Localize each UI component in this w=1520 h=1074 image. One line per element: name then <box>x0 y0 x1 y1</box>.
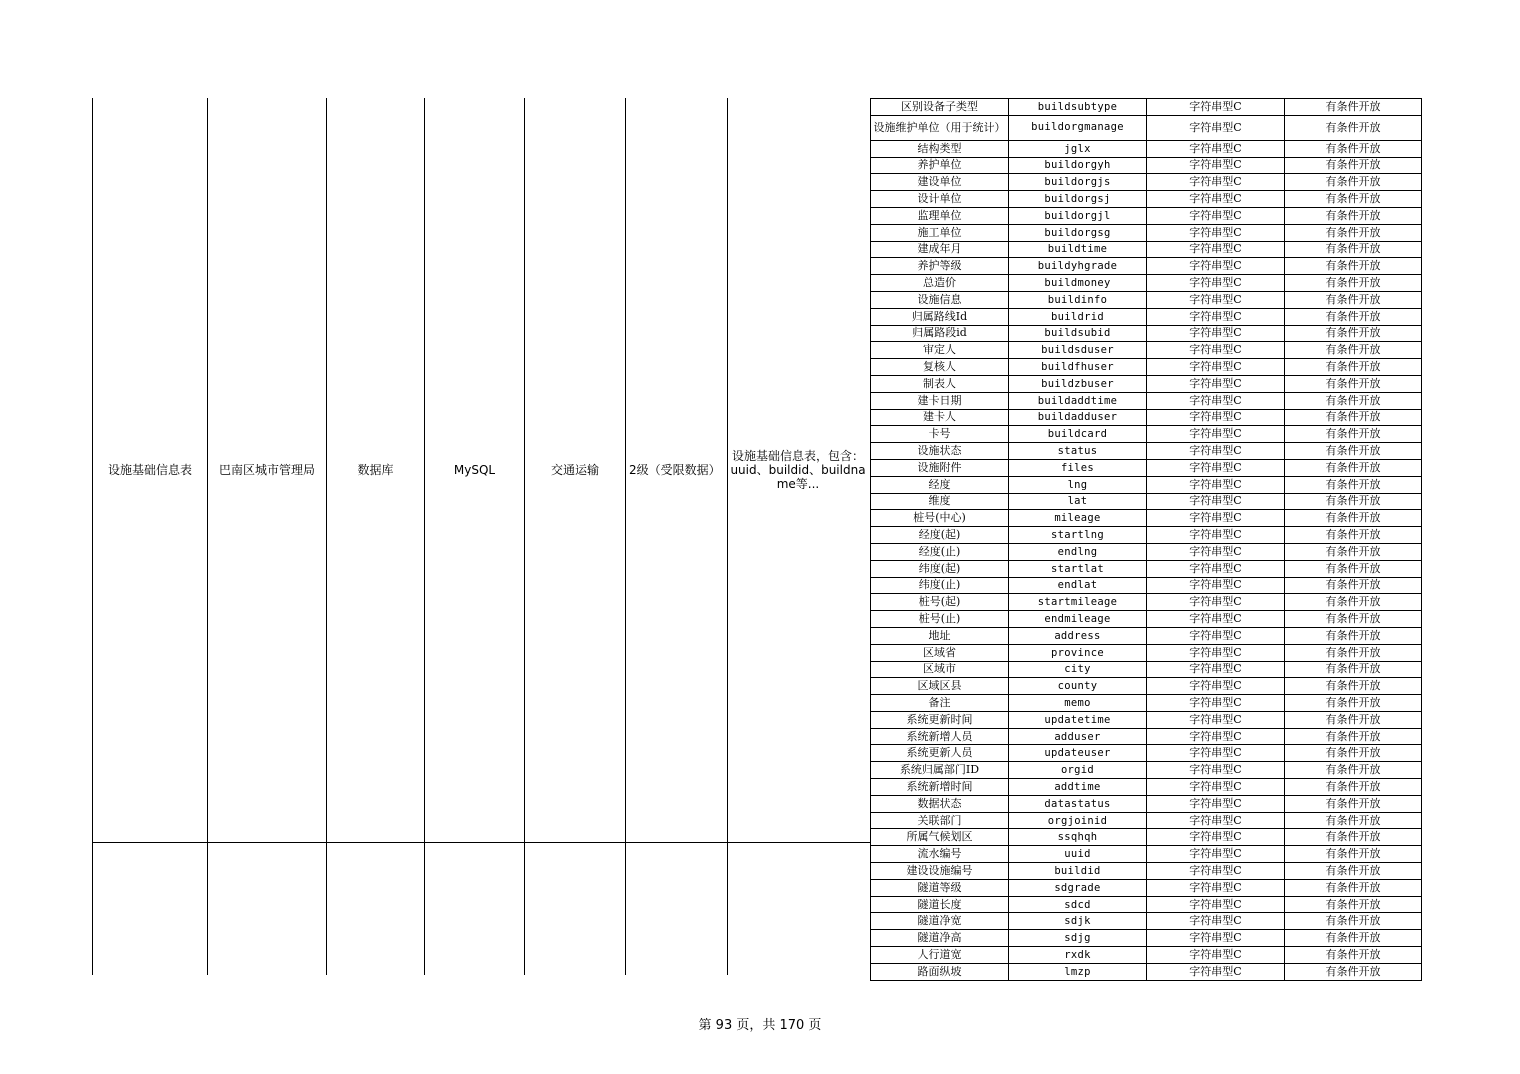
table-row <box>871 762 1422 779</box>
field-name-cell: 隧道净宽 <box>871 913 1009 930</box>
field-type-cell: 字符串型C <box>1147 459 1285 476</box>
table-row <box>871 375 1422 392</box>
field-name-cell: 建成年月 <box>871 241 1009 258</box>
table-row <box>871 728 1422 745</box>
field-type-cell: 字符串型C <box>1147 728 1285 745</box>
field-name-cell: 区域区县 <box>871 678 1009 695</box>
field-code-cell: buildfhuser <box>1009 359 1147 376</box>
field-type-cell: 字符串型C <box>1147 224 1285 241</box>
table-row <box>871 392 1422 409</box>
field-name-cell: 系统更新时间 <box>871 711 1009 728</box>
field-access-cell: 有条件开放 <box>1285 812 1422 829</box>
field-code-cell: lat <box>1009 493 1147 510</box>
field-code-cell: orgid <box>1009 762 1147 779</box>
grid-line <box>92 842 870 843</box>
field-type-cell: 字符串型C <box>1147 560 1285 577</box>
resource-type: 数据库 <box>357 463 394 477</box>
field-access-cell: 有条件开放 <box>1285 308 1422 325</box>
table-row <box>871 795 1422 812</box>
field-code-cell: orgjoinid <box>1009 812 1147 829</box>
field-type-cell: 字符串型C <box>1147 678 1285 695</box>
field-access-cell: 有条件开放 <box>1285 930 1422 947</box>
field-code-cell: county <box>1009 678 1147 695</box>
field-access-cell: 有条件开放 <box>1285 678 1422 695</box>
field-access-cell: 有条件开放 <box>1285 241 1422 258</box>
field-type-cell: 字符串型C <box>1147 846 1285 863</box>
table-row <box>871 879 1422 896</box>
field-name-cell: 区域市 <box>871 661 1009 678</box>
field-type-cell: 字符串型C <box>1147 258 1285 275</box>
field-type-cell: 字符串型C <box>1147 510 1285 527</box>
field-code-cell: sdjk <box>1009 913 1147 930</box>
field-code-cell: buildorgsg <box>1009 224 1147 241</box>
field-type-cell: 字符串型C <box>1147 779 1285 796</box>
table-row <box>871 258 1422 275</box>
field-type-cell: 字符串型C <box>1147 627 1285 644</box>
field-name-cell: 归属路段id <box>871 325 1009 342</box>
field-type-cell: 字符串型C <box>1147 342 1285 359</box>
field-type-cell: 字符串型C <box>1147 191 1285 208</box>
field-name-cell: 区别设备子类型 <box>871 99 1009 116</box>
field-code-cell: startlat <box>1009 560 1147 577</box>
department: 巴南区城市管理局 <box>218 463 315 477</box>
field-type-cell: 字符串型C <box>1147 594 1285 611</box>
field-type-cell: 字符串型C <box>1147 375 1285 392</box>
field-type-cell: 字符串型C <box>1147 930 1285 947</box>
field-name-cell: 建设单位 <box>871 174 1009 191</box>
field-name-cell: 设施信息 <box>871 291 1009 308</box>
field-code-cell: sdcd <box>1009 896 1147 913</box>
table-row <box>871 560 1422 577</box>
table-row <box>871 577 1422 594</box>
field-name-cell: 归属路线Id <box>871 308 1009 325</box>
field-access-cell: 有条件开放 <box>1285 695 1422 712</box>
field-code-cell: ssqhqh <box>1009 829 1147 846</box>
table-row <box>871 291 1422 308</box>
table-row <box>871 493 1422 510</box>
table-row <box>871 678 1422 695</box>
field-code-cell: buildcard <box>1009 426 1147 443</box>
field-code-cell: sdjg <box>1009 930 1147 947</box>
field-name-cell: 养护单位 <box>871 157 1009 174</box>
table-row <box>871 947 1422 964</box>
db-system-cell <box>425 98 524 842</box>
table-row <box>871 829 1422 846</box>
field-access-cell: 有条件开放 <box>1285 359 1422 376</box>
field-type-cell: 字符串型C <box>1147 115 1285 140</box>
description-cell <box>728 98 868 842</box>
table-row <box>871 342 1422 359</box>
field-type-cell: 字符串型C <box>1147 443 1285 460</box>
table-row <box>871 174 1422 191</box>
table-row <box>871 913 1422 930</box>
field-type-cell: 字符串型C <box>1147 241 1285 258</box>
field-name-cell: 数据状态 <box>871 795 1009 812</box>
table-row <box>871 409 1422 426</box>
field-access-cell: 有条件开放 <box>1285 779 1422 796</box>
field-type-cell: 字符串型C <box>1147 493 1285 510</box>
security-level: 2级（受限数据） <box>629 463 721 477</box>
field-name-cell: 所属气候划区 <box>871 829 1009 846</box>
field-type-cell: 字符串型C <box>1147 947 1285 964</box>
table-row <box>871 812 1422 829</box>
field-name-cell: 关联部门 <box>871 812 1009 829</box>
field-code-cell: addtime <box>1009 779 1147 796</box>
field-code-cell: buildsduser <box>1009 342 1147 359</box>
field-code-cell: buildinfo <box>1009 291 1147 308</box>
field-code-cell: files <box>1009 459 1147 476</box>
field-type-cell: 字符串型C <box>1147 863 1285 880</box>
field-access-cell: 有条件开放 <box>1285 644 1422 661</box>
field-access-cell: 有条件开放 <box>1285 611 1422 628</box>
table-row <box>871 99 1422 116</box>
field-code-cell: memo <box>1009 695 1147 712</box>
field-name-cell: 经度(起) <box>871 527 1009 544</box>
field-code-cell: buildtime <box>1009 241 1147 258</box>
field-code-cell: adduser <box>1009 728 1147 745</box>
field-type-cell: 字符串型C <box>1147 275 1285 292</box>
table-row <box>871 661 1422 678</box>
table-row <box>871 443 1422 460</box>
field-access-cell: 有条件开放 <box>1285 258 1422 275</box>
field-name-cell: 监理单位 <box>871 207 1009 224</box>
field-access-cell: 有条件开放 <box>1285 275 1422 292</box>
field-access-cell: 有条件开放 <box>1285 157 1422 174</box>
field-type-cell: 字符串型C <box>1147 392 1285 409</box>
field-name-cell: 审定人 <box>871 342 1009 359</box>
field-access-cell: 有条件开放 <box>1285 711 1422 728</box>
field-access-cell: 有条件开放 <box>1285 963 1422 980</box>
field-access-cell: 有条件开放 <box>1285 661 1422 678</box>
field-code-cell: province <box>1009 644 1147 661</box>
field-access-cell: 有条件开放 <box>1285 577 1422 594</box>
table-row <box>871 157 1422 174</box>
field-code-cell: startlng <box>1009 527 1147 544</box>
field-access-cell: 有条件开放 <box>1285 594 1422 611</box>
table-row <box>871 459 1422 476</box>
field-access-cell: 有条件开放 <box>1285 728 1422 745</box>
field-type-cell: 字符串型C <box>1147 157 1285 174</box>
field-name-cell: 系统新增人员 <box>871 728 1009 745</box>
table-row <box>871 527 1422 544</box>
field-type-cell: 字符串型C <box>1147 577 1285 594</box>
field-code-cell: buildorgjs <box>1009 174 1147 191</box>
field-access-cell: 有条件开放 <box>1285 745 1422 762</box>
table-row <box>871 745 1422 762</box>
table-row <box>871 115 1422 140</box>
db-system: MySQL <box>453 463 496 477</box>
field-type-cell: 字符串型C <box>1147 963 1285 980</box>
table-row <box>871 711 1422 728</box>
field-code-cell: buildorgmanage <box>1009 115 1147 140</box>
field-type-cell: 字符串型C <box>1147 745 1285 762</box>
field-name-cell: 设施维护单位（用于统计） <box>871 115 1009 140</box>
table-row <box>871 325 1422 342</box>
field-table-body <box>871 99 1422 981</box>
table-row <box>871 543 1422 560</box>
field-code-cell: buildmoney <box>1009 275 1147 292</box>
field-type-cell: 字符串型C <box>1147 711 1285 728</box>
field-name-cell: 复核人 <box>871 359 1009 376</box>
field-access-cell: 有条件开放 <box>1285 409 1422 426</box>
field-name-cell: 隧道长度 <box>871 896 1009 913</box>
field-code-cell: status <box>1009 443 1147 460</box>
field-type-cell: 字符串型C <box>1147 174 1285 191</box>
field-type-cell: 字符串型C <box>1147 527 1285 544</box>
field-code-cell: sdgrade <box>1009 879 1147 896</box>
field-name-cell: 建设设施编号 <box>871 863 1009 880</box>
table-row <box>871 476 1422 493</box>
domain-cell <box>525 98 625 842</box>
field-access-cell: 有条件开放 <box>1285 459 1422 476</box>
table-row <box>871 930 1422 947</box>
field-code-cell: buildrid <box>1009 308 1147 325</box>
field-access-cell: 有条件开放 <box>1285 291 1422 308</box>
table-row <box>871 846 1422 863</box>
field-type-cell: 字符串型C <box>1147 879 1285 896</box>
field-access-cell: 有条件开放 <box>1285 207 1422 224</box>
field-type-cell: 字符串型C <box>1147 611 1285 628</box>
field-code-cell: buildyhgrade <box>1009 258 1147 275</box>
field-type-cell: 字符串型C <box>1147 409 1285 426</box>
table-row <box>871 594 1422 611</box>
field-access-cell: 有条件开放 <box>1285 879 1422 896</box>
field-name-cell: 流水编号 <box>871 846 1009 863</box>
field-type-cell: 字符串型C <box>1147 426 1285 443</box>
table-row <box>871 611 1422 628</box>
table-row <box>871 627 1422 644</box>
table-name: 设施基础信息表 <box>107 463 192 477</box>
field-code-cell: updateuser <box>1009 745 1147 762</box>
domain: 交通运输 <box>550 463 599 477</box>
field-type-cell: 字符串型C <box>1147 99 1285 116</box>
field-code-cell: buildid <box>1009 863 1147 880</box>
field-code-cell: city <box>1009 661 1147 678</box>
table-name-cell <box>93 98 207 842</box>
field-access-cell: 有条件开放 <box>1285 863 1422 880</box>
field-type-cell: 字符串型C <box>1147 644 1285 661</box>
field-code-cell: buildorgyh <box>1009 157 1147 174</box>
field-type-cell: 字符串型C <box>1147 207 1285 224</box>
field-code-cell: buildorgsj <box>1009 191 1147 208</box>
field-name-cell: 设施状态 <box>871 443 1009 460</box>
field-name-cell: 系统新增时间 <box>871 779 1009 796</box>
field-name-cell: 桩号(起) <box>871 594 1009 611</box>
field-name-cell: 桩号(中心) <box>871 510 1009 527</box>
field-name-cell: 隧道等级 <box>871 879 1009 896</box>
field-access-cell: 有条件开放 <box>1285 375 1422 392</box>
field-type-cell: 字符串型C <box>1147 140 1285 157</box>
field-access-cell: 有条件开放 <box>1285 846 1422 863</box>
resource-type-cell <box>327 98 424 842</box>
field-type-cell: 字符串型C <box>1147 543 1285 560</box>
table-row <box>871 191 1422 208</box>
field-type-cell: 字符串型C <box>1147 795 1285 812</box>
field-access-cell: 有条件开放 <box>1285 543 1422 560</box>
field-code-cell: lmzp <box>1009 963 1147 980</box>
field-type-cell: 字符串型C <box>1147 812 1285 829</box>
field-table <box>870 98 1422 981</box>
field-name-cell: 人行道宽 <box>871 947 1009 964</box>
field-access-cell: 有条件开放 <box>1285 762 1422 779</box>
field-access-cell: 有条件开放 <box>1285 560 1422 577</box>
field-type-cell: 字符串型C <box>1147 896 1285 913</box>
table-row <box>871 308 1422 325</box>
field-type-cell: 字符串型C <box>1147 308 1285 325</box>
field-code-cell: uuid <box>1009 846 1147 863</box>
table-row <box>871 779 1422 796</box>
field-code-cell: buildzbuser <box>1009 375 1147 392</box>
field-access-cell: 有条件开放 <box>1285 795 1422 812</box>
field-name-cell: 设计单位 <box>871 191 1009 208</box>
field-code-cell: buildsubtype <box>1009 99 1147 116</box>
field-type-cell: 字符串型C <box>1147 476 1285 493</box>
field-access-cell: 有条件开放 <box>1285 493 1422 510</box>
field-access-cell: 有条件开放 <box>1285 140 1422 157</box>
field-code-cell: lng <box>1009 476 1147 493</box>
field-name-cell: 系统归属部门ID <box>871 762 1009 779</box>
field-name-cell: 建卡人 <box>871 409 1009 426</box>
field-name-cell: 总造价 <box>871 275 1009 292</box>
table-row <box>871 426 1422 443</box>
field-code-cell: updatetime <box>1009 711 1147 728</box>
field-access-cell: 有条件开放 <box>1285 510 1422 527</box>
field-code-cell: endlat <box>1009 577 1147 594</box>
department-cell <box>208 98 326 842</box>
field-type-cell: 字符串型C <box>1147 695 1285 712</box>
field-name-cell: 建卡日期 <box>871 392 1009 409</box>
table-row <box>871 896 1422 913</box>
field-access-cell: 有条件开放 <box>1285 829 1422 846</box>
field-type-cell: 字符串型C <box>1147 829 1285 846</box>
field-code-cell: mileage <box>1009 510 1147 527</box>
field-name-cell: 系统更新人员 <box>871 745 1009 762</box>
field-access-cell: 有条件开放 <box>1285 476 1422 493</box>
table-row <box>871 275 1422 292</box>
field-code-cell: endlng <box>1009 543 1147 560</box>
field-access-cell: 有条件开放 <box>1285 426 1422 443</box>
field-type-cell: 字符串型C <box>1147 291 1285 308</box>
field-name-cell: 设施附件 <box>871 459 1009 476</box>
field-code-cell: buildorgjl <box>1009 207 1147 224</box>
field-access-cell: 有条件开放 <box>1285 224 1422 241</box>
table-row <box>871 510 1422 527</box>
field-type-cell: 字符串型C <box>1147 762 1285 779</box>
field-name-cell: 纬度(起) <box>871 560 1009 577</box>
field-code-cell: buildsubid <box>1009 325 1147 342</box>
field-type-cell: 字符串型C <box>1147 661 1285 678</box>
field-name-cell: 卡号 <box>871 426 1009 443</box>
field-access-cell: 有条件开放 <box>1285 527 1422 544</box>
field-name-cell: 备注 <box>871 695 1009 712</box>
table-row <box>871 359 1422 376</box>
field-access-cell: 有条件开放 <box>1285 115 1422 140</box>
field-type-cell: 字符串型C <box>1147 359 1285 376</box>
field-name-cell: 桩号(止) <box>871 611 1009 628</box>
field-access-cell: 有条件开放 <box>1285 99 1422 116</box>
table-row <box>871 224 1422 241</box>
field-name-cell: 施工单位 <box>871 224 1009 241</box>
page-number: 第 93 页，共 170 页 <box>698 1018 822 1033</box>
table-row <box>871 695 1422 712</box>
field-access-cell: 有条件开放 <box>1285 947 1422 964</box>
description: 设施基础信息表，包含：uuid、buildid、buildname等... <box>730 449 866 491</box>
field-type-cell: 字符串型C <box>1147 913 1285 930</box>
table-row <box>871 963 1422 980</box>
field-code-cell: rxdk <box>1009 947 1147 964</box>
table-row <box>871 207 1422 224</box>
field-name-cell: 结构类型 <box>871 140 1009 157</box>
field-name-cell: 养护等级 <box>871 258 1009 275</box>
field-name-cell: 维度 <box>871 493 1009 510</box>
field-code-cell: datastatus <box>1009 795 1147 812</box>
field-code-cell: address <box>1009 627 1147 644</box>
field-access-cell: 有条件开放 <box>1285 174 1422 191</box>
field-code-cell: jglx <box>1009 140 1147 157</box>
table-row <box>871 644 1422 661</box>
field-name-cell: 制表人 <box>871 375 1009 392</box>
field-access-cell: 有条件开放 <box>1285 443 1422 460</box>
field-name-cell: 区域省 <box>871 644 1009 661</box>
field-access-cell: 有条件开放 <box>1285 325 1422 342</box>
field-access-cell: 有条件开放 <box>1285 896 1422 913</box>
field-code-cell: buildaddtime <box>1009 392 1147 409</box>
table-row <box>871 863 1422 880</box>
field-name-cell: 隧道净高 <box>871 930 1009 947</box>
field-name-cell: 经度(止) <box>871 543 1009 560</box>
field-access-cell: 有条件开放 <box>1285 191 1422 208</box>
field-type-cell: 字符串型C <box>1147 325 1285 342</box>
field-access-cell: 有条件开放 <box>1285 392 1422 409</box>
security-level-cell <box>626 98 727 842</box>
field-code-cell: buildadduser <box>1009 409 1147 426</box>
field-code-cell: startmileage <box>1009 594 1147 611</box>
field-name-cell: 纬度(止) <box>871 577 1009 594</box>
field-code-cell: endmileage <box>1009 611 1147 628</box>
field-name-cell: 地址 <box>871 627 1009 644</box>
table-row <box>871 140 1422 157</box>
field-access-cell: 有条件开放 <box>1285 627 1422 644</box>
field-name-cell: 路面纵坡 <box>871 963 1009 980</box>
field-name-cell: 经度 <box>871 476 1009 493</box>
field-access-cell: 有条件开放 <box>1285 342 1422 359</box>
field-access-cell: 有条件开放 <box>1285 913 1422 930</box>
table-row <box>871 241 1422 258</box>
